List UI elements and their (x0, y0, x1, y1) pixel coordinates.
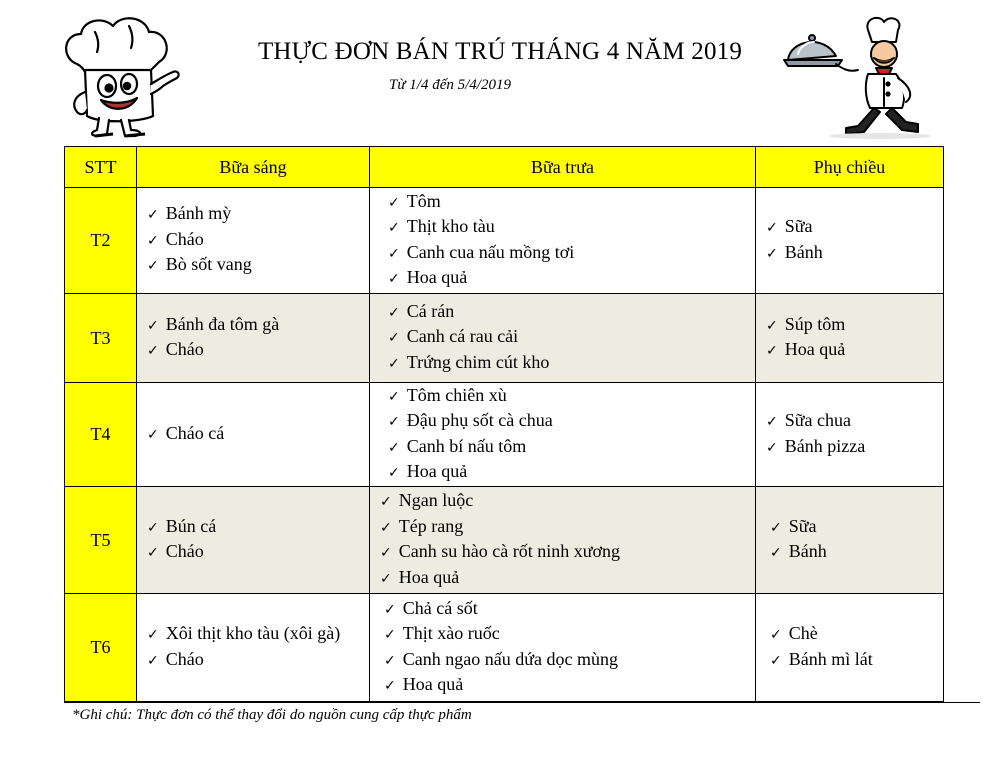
lunch-cell (370, 294, 756, 383)
date-range: Từ 1/4 đến 5/4/2019 (389, 77, 511, 93)
menu-item: ✓ Cháo (147, 228, 369, 254)
day-cell: T3 (65, 294, 137, 383)
lunch-cell (370, 383, 756, 487)
menu-item: ✓ Đậu phụ sốt cà chua (388, 409, 755, 435)
column-header-lunch: Bữa trưa (370, 147, 756, 188)
menu-item: ✓ Canh bí nấu tôm (388, 435, 755, 461)
breakfast-cell (137, 487, 370, 594)
footer-divider (64, 702, 980, 703)
chef-with-cloche-icon (780, 14, 940, 140)
table-row (65, 188, 944, 294)
afternoon-cell (756, 383, 944, 487)
table-row (65, 594, 944, 702)
lunch-cell (370, 594, 756, 702)
footer-note: *Ghi chú: Thực đơn có thể thay đổi do nguồn cung cấp thực phẩm (72, 707, 472, 723)
menu-item: ✓ Hoa quả (766, 338, 943, 364)
day-cell: T6 (65, 594, 137, 702)
page-title: THỰC ĐƠN BÁN TRÚ THÁNG 4 NĂM 2019 (257, 38, 743, 65)
afternoon-cell (756, 594, 944, 702)
afternoon-cell (756, 487, 944, 594)
menu-item: ✓ Sữa chua (766, 409, 943, 435)
menu-item: ✓ Bún cá (147, 515, 369, 541)
menu-item: ✓ Bò sốt vang (147, 253, 369, 279)
menu-item: ✓ Cháo (147, 338, 369, 364)
menu-item: ✓ Hoa quả (384, 673, 755, 699)
menu-item: ✓ Cháo cá (147, 422, 369, 448)
menu-item: ✓ Canh cá rau cải (388, 325, 755, 351)
afternoon-cell (756, 188, 944, 294)
breakfast-cell (137, 383, 370, 487)
menu-item: ✓ Bánh (770, 540, 943, 566)
lunch-cell (370, 188, 756, 294)
column-header-afternoon: Phụ chiều (756, 147, 944, 188)
menu-item: ✓ Cháo (147, 648, 369, 674)
day-cell: T2 (65, 188, 137, 294)
afternoon-cell (756, 294, 944, 383)
menu-item: ✓ Bánh đa tôm gà (147, 313, 369, 339)
menu-item: ✓ Xôi thịt kho tàu (xôi gà) (147, 622, 369, 648)
table-row (65, 487, 944, 594)
menu-item: ✓ Tép rang (380, 515, 755, 541)
menu-item: ✓ Canh su hào cà rốt ninh xương (380, 540, 755, 566)
column-header-stt: STT (65, 147, 137, 188)
menu-item: ✓ Thịt kho tàu (388, 215, 755, 241)
menu-item: ✓ Chả cá sốt (384, 597, 755, 623)
menu-item: ✓ Chè (770, 622, 943, 648)
menu-item: ✓ Bánh mỳ (147, 202, 369, 228)
menu-item: ✓ Sữa (766, 215, 943, 241)
menu-item: ✓ Cá rán (388, 300, 755, 326)
table-row (65, 294, 944, 383)
menu-item: ✓ Canh ngao nấu dứa dọc mùng (384, 648, 755, 674)
menu-item: ✓ Bánh mì lát (770, 648, 943, 674)
menu-item: ✓ Thịt xào ruốc (384, 622, 755, 648)
menu-item: ✓ Bánh pizza (766, 435, 943, 461)
chef-hat-mascot-icon (55, 12, 185, 140)
menu-item: ✓ Tôm chiên xù (388, 384, 755, 410)
menu-table (64, 146, 944, 702)
menu-item: ✓ Hoa quả (388, 266, 755, 292)
menu-item: ✓ Bánh (766, 241, 943, 267)
column-header-breakfast: Bữa sáng (137, 147, 370, 188)
menu-item: ✓ Cháo (147, 540, 369, 566)
breakfast-cell (137, 294, 370, 383)
table-row (65, 383, 944, 487)
menu-item: ✓ Tôm (388, 190, 755, 216)
table-header-row (65, 147, 944, 188)
menu-item: ✓ Hoa quả (380, 566, 755, 592)
day-cell: T4 (65, 383, 137, 487)
lunch-cell (370, 487, 756, 594)
menu-item: ✓ Sữa (770, 515, 943, 541)
breakfast-cell (137, 188, 370, 294)
day-cell: T5 (65, 487, 137, 594)
menu-item: ✓ Súp tôm (766, 313, 943, 339)
menu-item: ✓ Trứng chim cút kho (388, 351, 755, 377)
menu-item: ✓ Canh cua nấu mồng tơi (388, 241, 755, 267)
menu-item: ✓ Hoa quả (388, 460, 755, 486)
breakfast-cell (137, 594, 370, 702)
menu-item: ✓ Ngan luộc (380, 489, 755, 515)
